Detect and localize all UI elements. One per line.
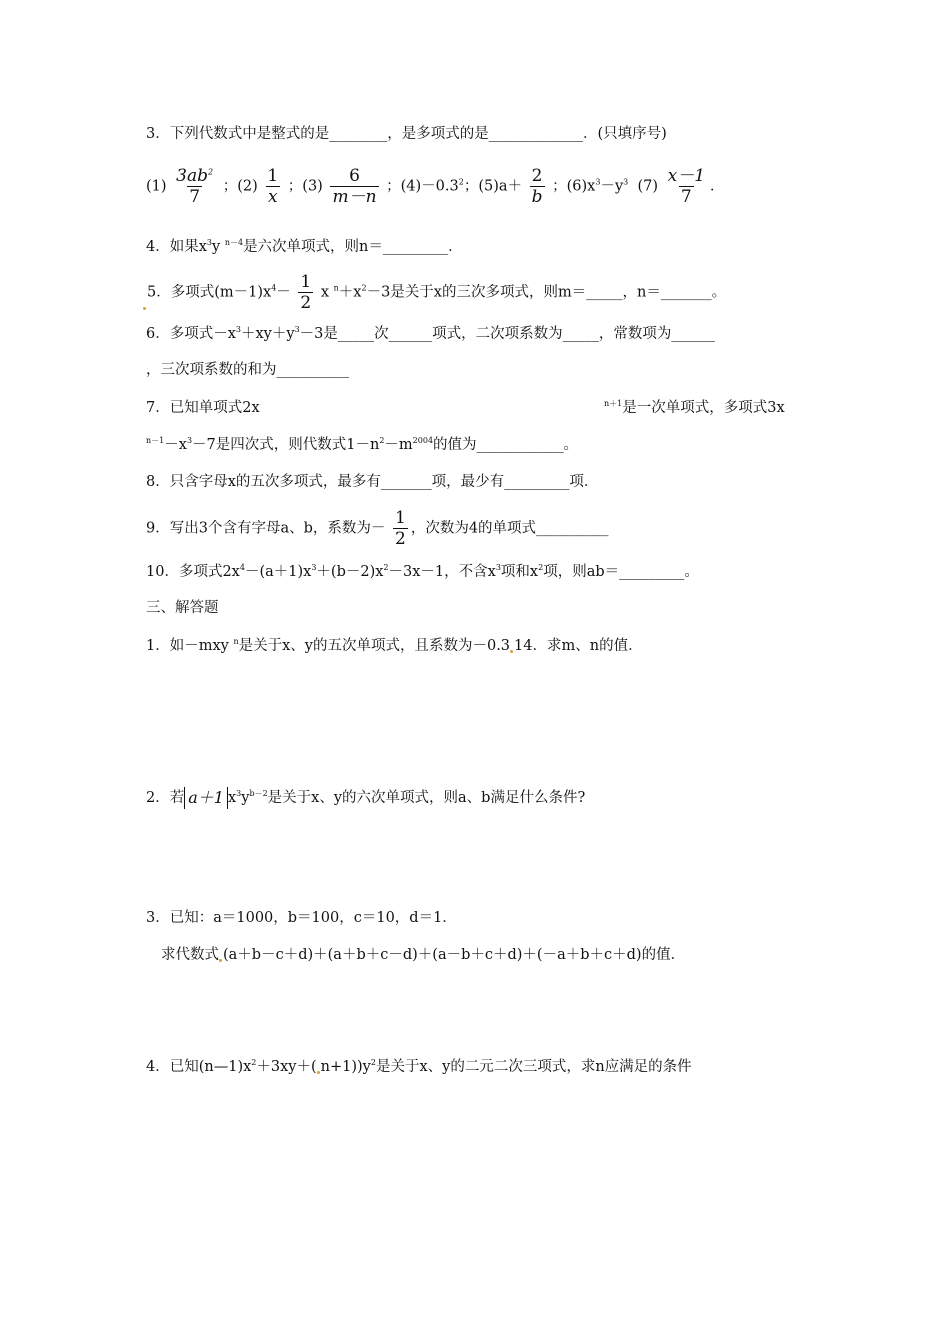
question-7: 7．已知单项式2x (146, 400, 260, 416)
question-8: 8．只含字母x的五次多项式，最多有_______项，最少有_________项． (146, 474, 599, 490)
question-7-right: $^{n+1}$是一次单项式，多项式3x (604, 399, 785, 416)
option-2-label: ；(2) (222, 178, 258, 195)
marker-dot (510, 650, 513, 653)
marker-dot (317, 1071, 320, 1074)
fraction-6-over-m-minus-n: $\frac{6}{m-n}$ (332, 166, 377, 207)
question-4: 4．如果$x^3y$ $^{n-4}$是六次单项式，则n＝_________． (146, 238, 463, 255)
question-5: 5．多项式$(m-1)x^4-$ $\frac{1}{2}$ x $^n+x^2-3$是关于x的三次多项式，则m＝_____，n＝_______。 (143, 272, 726, 313)
option-1-label: (1) (146, 178, 167, 195)
fraction-2-over-b: $\frac{2}{b}$ (531, 166, 543, 207)
marker-dot (143, 307, 146, 310)
option-6: ；(6)x (552, 178, 596, 195)
answer-question-3: 3．已知：a＝1000，b＝100，c＝10，d＝1． (146, 910, 457, 926)
section-heading: 三、解答题 (146, 600, 219, 616)
answer-question-4: 4．已知$(n—1)x^2+3xy+$( $n+1))y^2$是关于x、y的二元二次三项式，求n应满足的条件 (146, 1058, 692, 1075)
question-9: 9．写出3个含有字母a、b，系数为－ $\frac{1}{2}$ ，次数为4的单项式__________ (146, 508, 609, 549)
question-7-line-2: $^{n-1}-x^3-7$是四次式，则代数式$1-n^2-m^{2004}$的值为____________。 (146, 436, 579, 453)
fraction-1-over-2: $\frac{1}{2}$ (395, 508, 406, 549)
answer-question-1: 1．如－mxy $^n$是关于x、y的五次单项式，且系数为－0.3 14．求m、n的值． (146, 637, 643, 654)
question-10: 10．多项式$2x^4-(a+1)x^3+(b-2)x^2-3x-1$，不含$x^3$项和$x^2$项，则ab＝_________。 (146, 563, 699, 580)
question-3 (146, 124, 667, 144)
absolute-value: a＋1 (184, 787, 228, 809)
option-7-label: (7) (637, 178, 659, 195)
question-6: 6．多项式$-x^3+xy+y^3-3$是_____次______项式，二次项系数为_____，常数项为______ (146, 325, 715, 342)
marker-dot (219, 959, 222, 962)
fraction-3ab2-over-7: $\frac{3ab^2}{7}$ (176, 166, 214, 207)
fraction-1-over-x: $\frac{1}{x}$ (267, 166, 279, 207)
option-3-label: ；(3) (287, 178, 323, 195)
option-4: ；(4)－0.3 (386, 178, 459, 195)
question-3-options: (1) $\frac{3ab^2}{7}$ ；(2) $\frac{1}{x}$ ；(3) $\frac{6}{m-n}$ ；$(4)-0.3^2$；(5)a＋ $\frac{2}{b}$ ；$(6)x^3-y^3$ (7) $\frac{x-1}{7}$ ． (146, 166, 725, 207)
question-3-text: 3．下列代数式中是整式的是________，是多项式的是_____________．(只填序号) (146, 126, 667, 142)
answer-question-2: 2．若 a＋1 $x^3y^{b-2}$是关于x、y的六次单项式，则a、b满足什么条件? (146, 788, 586, 807)
question-6-line-2: ，三次项系数的和为__________ (146, 362, 349, 378)
fraction-1-over-2: $\frac{1}{2}$ (300, 272, 312, 313)
fraction-x-minus-1-over-7: $\frac{x-1}{7}$ (667, 166, 706, 207)
option-5-label: ；(5)a＋ (463, 178, 523, 195)
answer-question-3-line-2: 求代数式 (a＋b－c＋d)＋(a＋b＋c－d)＋(a－b＋c＋d)＋(－a＋b＋c＋d)的值． (161, 947, 686, 963)
